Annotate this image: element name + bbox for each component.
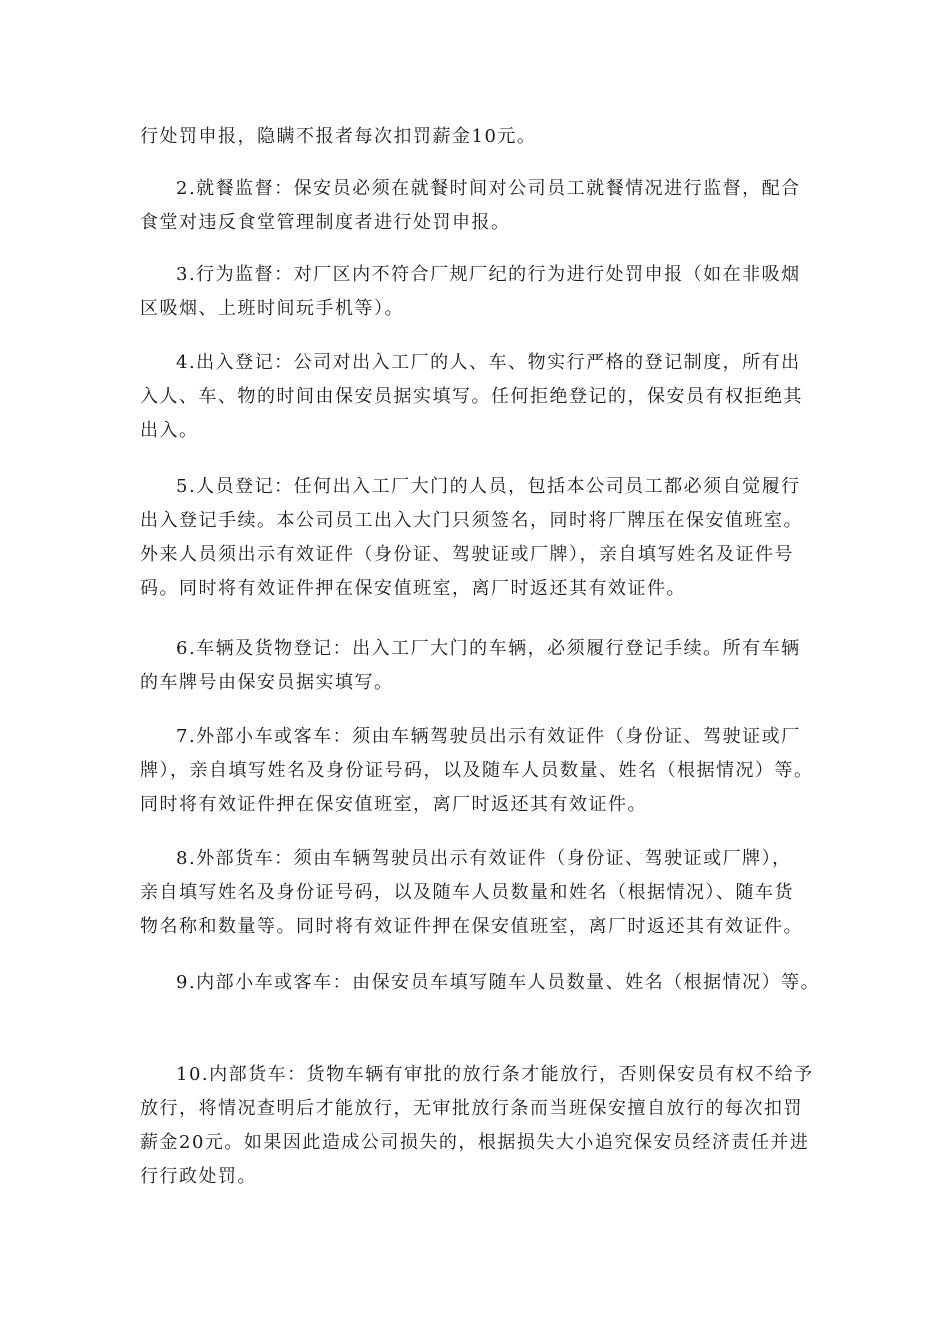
paragraph-line: 行处罚申报，隐瞒不报者每次扣罚薪金10元。 [140, 126, 537, 147]
paragraph-item-6-vehicle-goods-registration [140, 632, 820, 700]
paragraph-item-2-dining-supervision [140, 172, 820, 240]
paragraph-line: 5.人员登记：任何出入工厂大门的人员，包括本公司员工都必须自觉履行 [176, 476, 801, 497]
paragraph-item-8-external-truck [140, 842, 820, 944]
paragraph-line: 出入。 [140, 420, 199, 441]
paragraph-item-3-behavior-supervision [140, 258, 820, 326]
paragraph-line: 入人、车、物的时间由保安员据实填写。任何拒绝登记的，保安员有权拒绝其 [140, 386, 803, 407]
paragraph-line: 的车牌号由保安员据实填写。 [140, 672, 394, 693]
paragraph-line: 区吸烟、上班时间玩手机等）。 [140, 298, 404, 319]
paragraph-item-7-external-car-bus [140, 720, 820, 822]
paragraph-line: 外来人员须出示有效证件（身份证、驾驶证或厂牌），亲自填写姓名及证件号 [140, 544, 794, 565]
paragraph-line: 同时将有效证件押在保安值班室，离厂时返还其有效证件。 [140, 794, 647, 815]
paragraph-line: 薪金20元。如果因此造成公司损失的，根据损失大小追究保安员经济责任并进 [140, 1132, 810, 1153]
paragraph-line: 8.外部货车：须由车辆驾驶员出示有效证件（身份证、驾驶证或厂牌）， [176, 848, 792, 869]
paragraph-item-10-internal-truck [140, 1058, 820, 1194]
paragraph-line: 2.就餐监督：保安员必须在就餐时间对公司员工就餐情况进行监督，配合 [176, 178, 801, 199]
paragraph-line: 3.行为监督：对厂区内不符合厂规厂纪的行为进行处罚申报（如在非吸烟 [176, 264, 801, 285]
paragraph-item-5-personnel-registration [140, 470, 820, 606]
paragraph-line: 食堂对违反食堂管理制度者进行处罚申报。 [140, 212, 511, 233]
paragraph-line: 出入登记手续。本公司员工出入大门只须签名，同时将厂牌压在保安值班室。 [140, 510, 803, 531]
paragraph-item-9-internal-car-bus [140, 966, 820, 1000]
paragraph-item-4-entry-exit-registration [140, 346, 820, 448]
paragraph-line: 4.出入登记：公司对出入工厂的人、车、物实行严格的登记制度，所有出 [176, 352, 801, 373]
paragraph-line: 亲自填写姓名及身份证号码，以及随车人员数量和姓名（根据情况）、随车货 [140, 882, 794, 903]
paragraph-penalty-continuation [140, 120, 820, 154]
paragraph-line: 码。同时将有效证件押在保安值班室，离厂时返还其有效证件。 [140, 578, 686, 599]
paragraph-line: 牌），亲自填写姓名及身份证号码，以及随车人员数量、姓名（根据情况）等。 [140, 760, 814, 781]
paragraph-line: 9.内部小车或客车：由保安员车填写随车人员数量、姓名（根据情况）等。 [176, 972, 821, 993]
paragraph-line: 6.车辆及货物登记：出入工厂大门的车辆，必须履行登记手续。所有车辆 [176, 638, 801, 659]
paragraph-line: 行行政处罚。 [140, 1166, 257, 1187]
paragraph-line: 物名称和数量等。同时将有效证件押在保安值班室，离厂时返还其有效证件。 [140, 916, 803, 937]
paragraph-line: 放行，将情况查明后才能放行，无审批放行条而当班保安擅自放行的每次扣罚 [140, 1098, 803, 1119]
paragraph-line: 7.外部小车或客车：须由车辆驾驶员出示有效证件（身份证、驾驶证或厂 [176, 726, 801, 747]
paragraph-line: 10.内部货车：货物车辆有审批的放行条才能放行，否则保安员有权不给予 [176, 1064, 814, 1085]
